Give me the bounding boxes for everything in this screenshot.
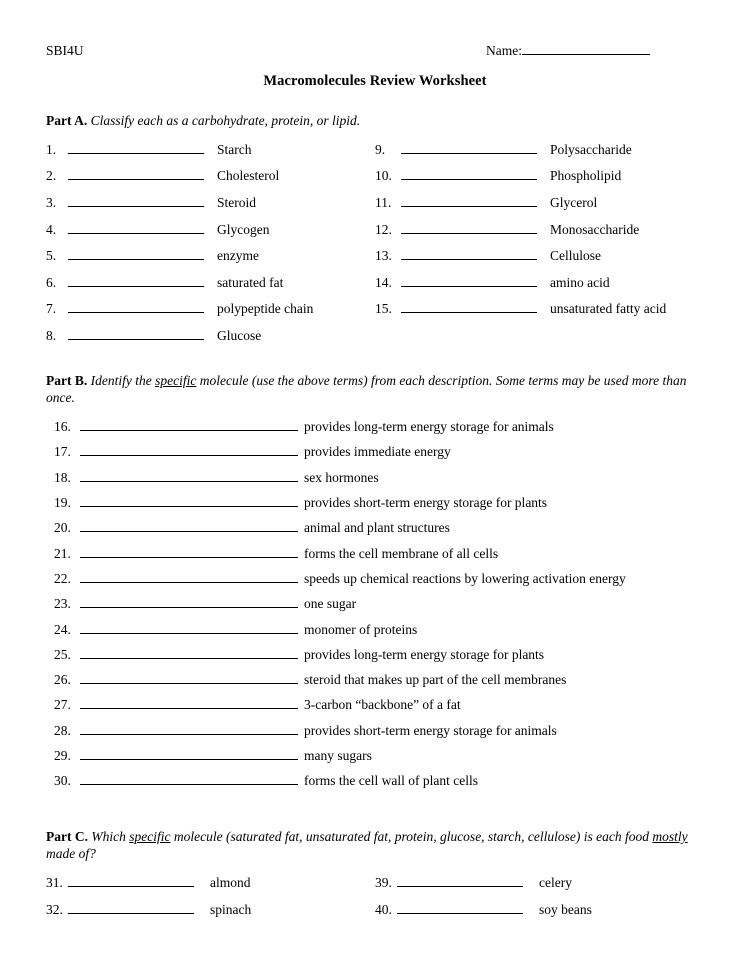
answer-blank[interactable] (401, 194, 537, 207)
item-number: 22. (54, 570, 71, 586)
answer-blank[interactable] (397, 901, 523, 914)
item-term: Glycogen (217, 221, 270, 237)
list-item (375, 194, 704, 221)
item-term: Phospholipid (550, 168, 622, 184)
name-field-label (486, 42, 650, 59)
item-term: unsaturated fatty acid (550, 301, 667, 317)
answer-blank[interactable] (68, 221, 204, 234)
item-number: 32. (46, 901, 63, 917)
list-item (54, 671, 704, 696)
part-c-label: Part C. (46, 828, 88, 844)
part-a-label: Part A. (46, 113, 88, 128)
answer-blank[interactable] (80, 646, 298, 659)
list-item (46, 194, 375, 221)
item-number: 10. (375, 168, 392, 184)
list-item (54, 570, 704, 595)
answer-blank[interactable] (80, 570, 298, 583)
item-description: provides short-term energy storage for animals (304, 722, 557, 738)
item-number: 17. (54, 444, 71, 460)
item-term: Cholesterol (217, 168, 280, 184)
list-item (375, 274, 704, 301)
item-number: 27. (54, 697, 71, 713)
item-number: 8. (46, 327, 57, 343)
answer-blank[interactable] (80, 595, 298, 608)
part-c-instructions-emphasis-1: specific (129, 828, 171, 844)
item-term: Starch (217, 141, 252, 157)
list-item (375, 221, 704, 248)
answer-blank[interactable] (68, 274, 204, 287)
item-description: animal and plant structures (304, 520, 450, 536)
list-item (375, 167, 704, 194)
item-number: 6. (46, 274, 57, 290)
item-number: 18. (54, 469, 71, 485)
part-b-heading (46, 372, 704, 408)
list-item (46, 300, 375, 327)
item-term: Monosaccharide (550, 221, 640, 237)
document-header (46, 42, 704, 59)
answer-blank[interactable] (401, 247, 537, 260)
item-number: 12. (375, 221, 392, 237)
item-description: sex hormones (304, 469, 379, 485)
item-term: Polysaccharide (550, 141, 632, 157)
item-term: saturated fat (217, 274, 284, 290)
item-number: 4. (46, 221, 57, 237)
item-description: monomer of proteins (304, 621, 418, 637)
item-term: enzyme (217, 248, 259, 264)
answer-blank[interactable] (68, 194, 204, 207)
item-number: 14. (375, 274, 392, 290)
list-item (54, 595, 704, 620)
answer-blank[interactable] (80, 722, 298, 735)
list-item (375, 141, 704, 168)
answer-blank[interactable] (401, 274, 537, 287)
item-description: speeds up chemical reactions by lowering activation energy (304, 570, 626, 586)
part-c-instructions-post: made of? (46, 846, 96, 862)
item-number: 21. (54, 545, 71, 561)
name-blank-line[interactable] (522, 42, 650, 55)
item-description: provides short-term energy storage for plants (304, 495, 548, 511)
list-item (46, 167, 375, 194)
item-number: 29. (54, 748, 71, 764)
list-item (46, 274, 375, 301)
answer-blank[interactable] (397, 874, 523, 887)
list-item (46, 221, 375, 248)
list-item (54, 696, 704, 721)
list-item (54, 747, 704, 772)
list-item (375, 300, 704, 327)
item-description: one sugar (304, 596, 357, 612)
answer-blank[interactable] (80, 696, 298, 709)
part-a-right-column (375, 141, 704, 354)
item-term: polypeptide chain (217, 301, 314, 317)
list-item (54, 443, 704, 468)
list-item (46, 247, 375, 274)
item-description: provides long-term energy storage for animals (304, 419, 554, 435)
list-item (46, 901, 375, 928)
answer-blank[interactable] (68, 247, 204, 260)
list-item (54, 621, 704, 646)
part-c-left-column (46, 874, 375, 927)
item-description: provides immediate energy (304, 444, 451, 460)
item-term: Glycerol (550, 195, 598, 210)
item-number: 19. (54, 495, 71, 511)
item-term: Cellulose (550, 248, 601, 264)
item-number: 9. (375, 141, 386, 157)
answer-blank[interactable] (80, 671, 298, 684)
list-item (54, 469, 704, 494)
answer-blank[interactable] (80, 443, 298, 456)
part-a-heading (46, 112, 704, 130)
page-title: Macromolecules Review Worksheet (263, 73, 487, 89)
answer-blank[interactable] (80, 747, 298, 760)
list-item (54, 722, 704, 747)
item-number: 5. (46, 248, 57, 264)
part-c-right-column (375, 874, 704, 927)
list-item (54, 545, 704, 570)
part-c-instructions-mid: molecule (saturated fat, unsaturated fat, protein, glucose, starch, cellulose) is each food (170, 828, 653, 844)
item-number: 28. (54, 722, 71, 738)
item-number: 20. (54, 520, 71, 536)
item-food: spinach (210, 901, 252, 917)
part-a-left-column (46, 141, 375, 354)
list-item (46, 327, 375, 354)
item-description: forms the cell wall of plant cells (304, 773, 478, 789)
item-food: almond (210, 875, 251, 891)
item-food: celery (539, 875, 572, 891)
item-number: 24. (54, 621, 71, 637)
list-item (54, 494, 704, 519)
answer-blank[interactable] (68, 901, 194, 914)
document-content (46, 42, 704, 927)
item-number: 3. (46, 195, 57, 210)
part-c-instructions-pre: Which (91, 828, 130, 844)
answer-blank[interactable] (80, 418, 298, 431)
list-item (46, 141, 375, 168)
part-b-label: Part B. (46, 372, 88, 388)
part-c-columns (46, 874, 704, 927)
item-number: 11. (375, 195, 392, 210)
item-number: 31. (46, 875, 63, 891)
part-a-columns (46, 141, 704, 354)
answer-blank[interactable] (401, 167, 537, 180)
item-number: 13. (375, 248, 392, 264)
item-number: 39. (375, 875, 392, 891)
list-item (54, 418, 704, 443)
item-description: many sugars (304, 748, 372, 764)
item-term: Glucose (217, 327, 262, 343)
item-number: 15. (375, 301, 392, 317)
answer-blank[interactable] (401, 141, 537, 154)
item-term: Steroid (217, 195, 256, 210)
name-label-text: Name: (486, 43, 522, 58)
item-description: provides long-term energy storage for plants (304, 646, 545, 662)
part-b-instructions-post: molecule (use the above terms) from each description. Some terms may be used more than once. (46, 372, 687, 406)
item-number: 2. (46, 168, 57, 184)
list-item (375, 247, 704, 274)
part-b-instructions-pre: Identify the (90, 372, 156, 388)
item-description: forms the cell membrane of all cells (304, 545, 499, 561)
item-number: 40. (375, 901, 392, 917)
answer-blank[interactable] (80, 621, 298, 634)
list-item (54, 646, 704, 671)
item-food: soy beans (539, 901, 592, 917)
item-number: 16. (54, 419, 71, 435)
item-number: 26. (54, 672, 71, 688)
list-item (375, 901, 704, 928)
answer-blank[interactable] (80, 772, 298, 785)
answer-blank[interactable] (68, 167, 204, 180)
list-item (46, 874, 375, 901)
part-b-instructions-emphasis: specific (155, 372, 197, 388)
answer-blank[interactable] (68, 141, 204, 154)
part-a-instructions: Classify each as a carbohydrate, protein, or lipid. (90, 113, 361, 128)
item-number: 30. (54, 773, 71, 789)
item-number: 7. (46, 301, 57, 317)
answer-blank[interactable] (80, 494, 298, 507)
item-term: amino acid (550, 274, 610, 290)
item-number: 1. (46, 141, 57, 157)
list-item (54, 519, 704, 544)
part-c-heading (46, 828, 704, 864)
answer-blank[interactable] (80, 545, 298, 558)
answer-blank[interactable] (401, 221, 537, 234)
list-item (54, 772, 704, 797)
course-code: SBI4U (46, 43, 84, 58)
item-number: 23. (54, 596, 71, 612)
item-description: 3-carbon “backbone” of a fat (304, 697, 461, 713)
answer-blank[interactable] (68, 874, 194, 887)
part-c-instructions-emphasis-2: mostly (652, 828, 688, 844)
item-description: steroid that makes up part of the cell membranes (304, 672, 567, 688)
answer-blank[interactable] (80, 519, 298, 532)
item-number: 25. (54, 646, 71, 662)
answer-blank[interactable] (401, 300, 537, 313)
answer-blank[interactable] (68, 327, 204, 340)
list-item (375, 874, 704, 901)
part-b-list (54, 418, 704, 797)
answer-blank[interactable] (68, 300, 204, 313)
answer-blank[interactable] (80, 469, 298, 482)
